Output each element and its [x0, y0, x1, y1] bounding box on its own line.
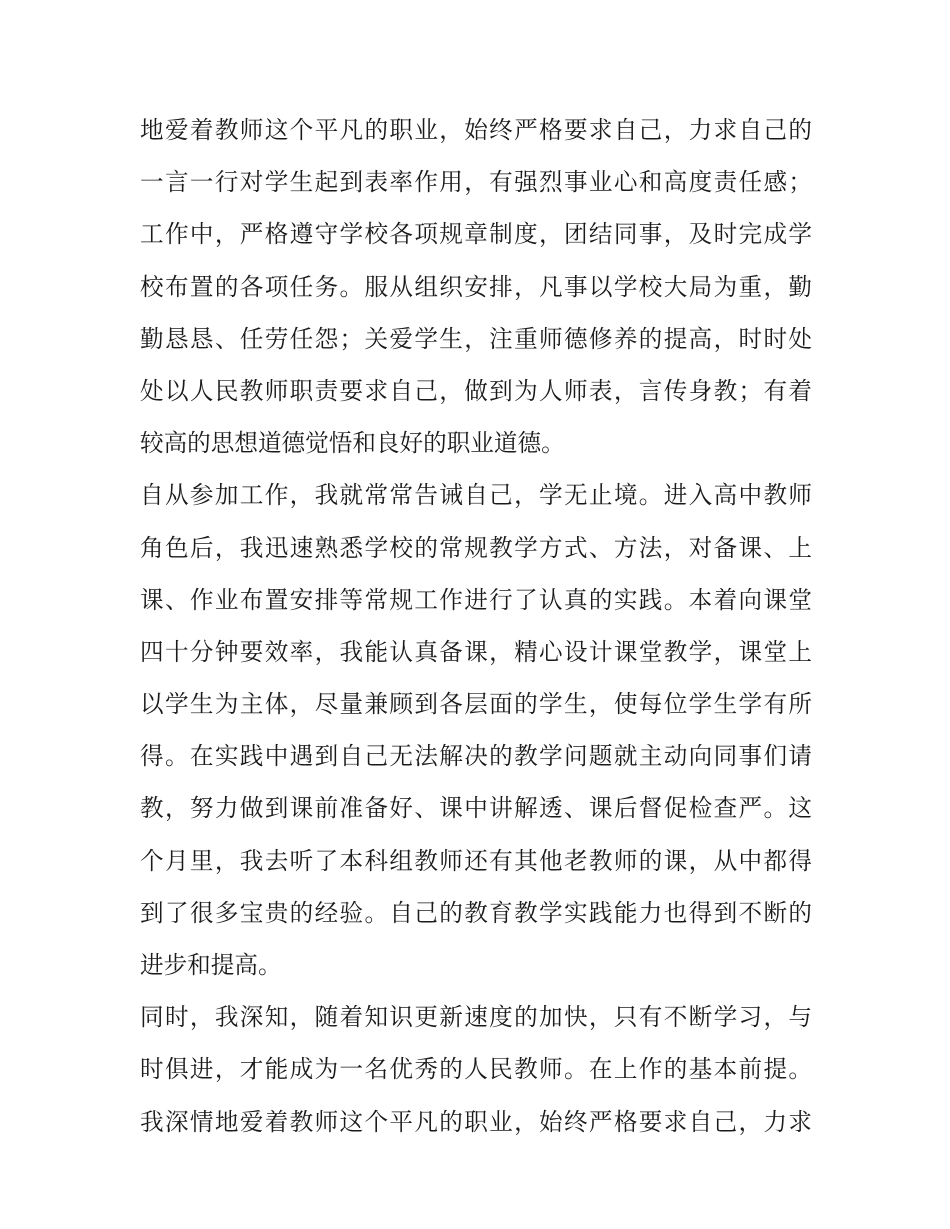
text-line: 进步和提高。	[140, 951, 282, 979]
text-line: 时俱进，才能成为一名优秀的人民教师。在上作的基本前提。	[140, 1055, 812, 1084]
text-line: 四十分钟要效率，我能认真备课，精心设计课堂教学，课堂上	[140, 637, 812, 666]
text-line: 校布置的各项任务。服从组织安排，凡事以学校大局为重，勤	[140, 272, 812, 301]
text-line: 较高的思想道德觉悟和良好的职业道德。	[140, 429, 565, 458]
text-line: 一言一行对学生起到表率作用，有强烈事业心和高度责任感；	[140, 168, 812, 197]
text-line: 得。在实践中遇到自己无法解决的教学问题就主动向同事们请	[140, 742, 812, 771]
text-line: 地爱着教师这个平凡的职业，始终严格要求自己，力求自己的	[140, 116, 812, 144]
text-line: 勤恳恳、任劳任怨；关爱学生，注重师德修养的提高，时时处	[140, 324, 812, 353]
text-line: 以学生为主体，尽量兼顾到各层面的学生，使每位学生学有所	[140, 690, 812, 719]
text-line: 到了很多宝贵的经验。自己的教育教学实践能力也得到不断的	[140, 898, 812, 927]
document-body	[140, 104, 812, 1148]
text-line: 个月里，我去听了本科组教师还有其他老教师的课，从中都得	[140, 846, 812, 875]
text-line: 课、作业布置安排等常规工作进行了认真的实践。本着向课堂	[140, 585, 812, 614]
text-line: 角色后，我迅速熟悉学校的常规教学方式、方法，对备课、上	[140, 533, 812, 562]
text-line: 同时，我深知，随着知识更新速度的加快，只有不断学习，与	[140, 1003, 812, 1032]
text-line: 处以人民教师职责要求自己，做到为人师表，言传身教；有着	[140, 376, 812, 405]
text-line: 工作中，严格遵守学校各项规章制度，团结同事，及时完成学	[140, 220, 812, 249]
text-line: 我深情地爱着教师这个平凡的职业，始终严格要求自己，力求	[140, 1107, 812, 1136]
text-line: 教，努力做到课前准备好、课中讲解透、课后督促检查严。这	[140, 794, 812, 823]
text-line: 自从参加工作，我就常常告诫自己，学无止境。进入高中教师	[140, 481, 812, 510]
